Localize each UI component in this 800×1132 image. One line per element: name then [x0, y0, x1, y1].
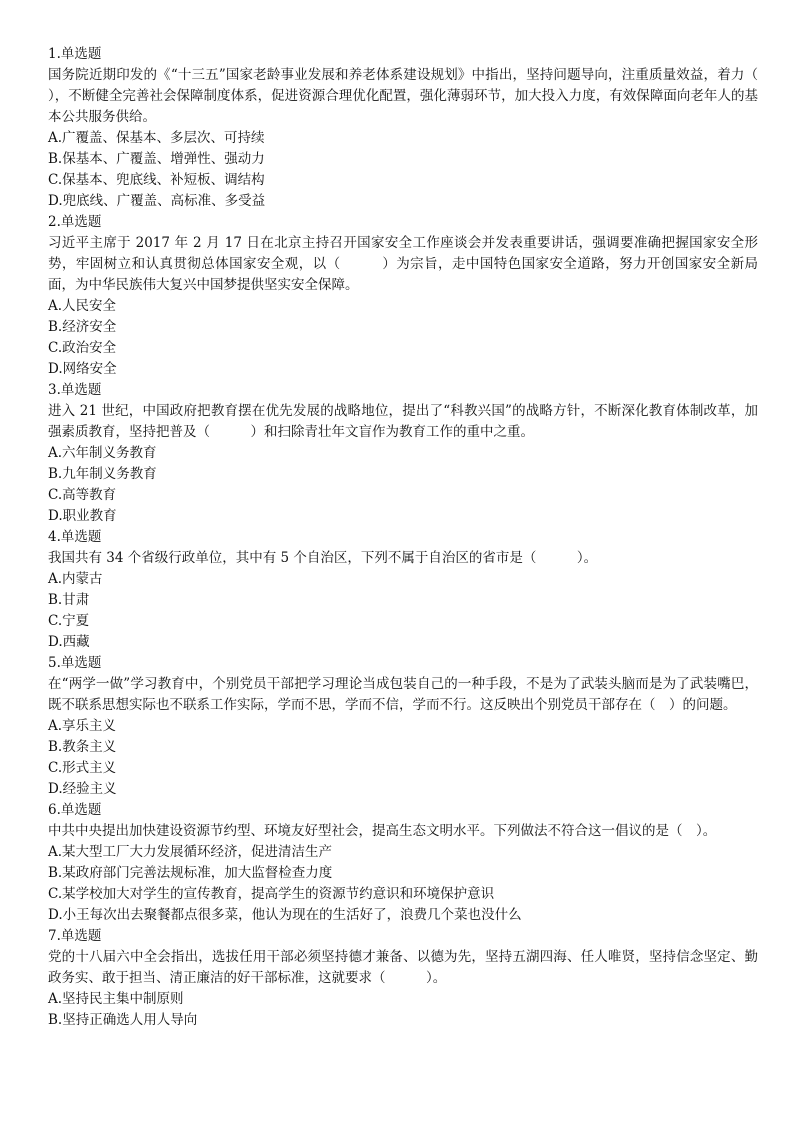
option-c: C.形式主义 — [48, 760, 117, 776]
question-header: 6.单选题 — [48, 802, 102, 818]
option-c: C.高等教育 — [48, 487, 117, 503]
question-stem: 在“两学一做”学习教育中，个别党员干部把学习理论当成包装自己的一种手段，不是为了武装头脑而是为了武装嘴巴，既不联系思想实际也不联系工作实际，学而不思，学而不信，学而不行。这反映出个别党员干部存在（ ）的问题。 — [48, 676, 758, 713]
option-a: A.人民安全 — [48, 298, 117, 314]
question-stem: 党的十八届六中全会指出，选拔任用干部必须坚持德才兼备、以德为先，坚持五湖四海、任人唯贤，坚持信念坚定、勤政务实、敢于担当、清正廉洁的好干部标准，这就要求（ ）。 — [48, 949, 758, 986]
question-1 — [48, 44, 799, 212]
option-b: B.教条主义 — [48, 739, 117, 755]
question-2 — [48, 212, 758, 380]
option-c: C.保基本、兜底线、补短板、调结构 — [48, 172, 265, 188]
option-c: C.宁夏 — [48, 613, 90, 629]
option-a: A.广覆盖、保基本、多层次、可持续 — [48, 130, 265, 146]
question-header: 4.单选题 — [48, 529, 102, 545]
option-b: B.保基本、广覆盖、增弹性、强动力 — [48, 151, 265, 167]
question-7 — [48, 926, 758, 1031]
question-header: 5.单选题 — [48, 655, 102, 671]
option-c: C.某学校加大对学生的宣传教育，提高学生的资源节约意识和环境保护意识 — [48, 886, 495, 902]
question-header: 3.单选题 — [48, 382, 102, 398]
option-a: A.坚持民主集中制原则 — [48, 991, 184, 1007]
question-header: 1.单选题 — [48, 46, 102, 62]
question-4 — [48, 527, 758, 653]
question-stem: 中共中央提出加快建设资源节约型、环境友好型社会，提高生态文明水平。下列做法不符合这一倡议的是（ ）。 — [48, 823, 717, 839]
option-a: A.六年制义务教育 — [48, 445, 157, 461]
question-6 — [48, 800, 758, 926]
option-b: B.九年制义务教育 — [48, 466, 157, 482]
option-c: C.政治安全 — [48, 340, 117, 356]
option-a: A.享乐主义 — [48, 718, 117, 734]
question-5 — [48, 653, 758, 800]
option-b: B.经济安全 — [48, 319, 117, 335]
question-stem: 进入 21 世纪，中国政府把教育摆在优先发展的战略地位，提出了“科教兴国”的战略方针，不断深化教育体制改革，加强素质教育，坚持把普及（ ）和扫除青壮年文盲作为教育工作的重中之重。 — [48, 403, 758, 440]
option-b: B.坚持正确选人用人导向 — [48, 1012, 198, 1028]
option-d: D.职业教育 — [48, 508, 117, 524]
option-a: A.某大型工厂大力发展循环经济，促进清洁生产 — [48, 844, 333, 860]
option-d: D.小王每次出去聚餐都点很多菜，他认为现在的生活好了，浪费几个菜也没什么 — [48, 907, 522, 923]
question-3 — [48, 380, 758, 527]
option-d: D.兜底线、广覆盖、高标准、多受益 — [48, 193, 266, 209]
option-a: A.内蒙古 — [48, 571, 103, 587]
question-stem: 我国共有 34 个省级行政单位，其中有 5 个自治区，下列不属于自治区的省市是（ ）。 — [48, 550, 598, 566]
option-d: D.经验主义 — [48, 781, 117, 797]
question-header: 2.单选题 — [48, 214, 102, 230]
question-stem: 国务院近期印发的《“十三五”国家老龄事业发展和养老体系建设规划》中指出，坚持问题导向，注重质量效益，着力（ ），不断健全完善社会保障制度体系，促进资源合理优化配置，强化薄弱环节，加大投入力度，有效保障面向老年人的基本公共服务供给。 — [48, 67, 799, 125]
question-header: 7.单选题 — [48, 928, 102, 944]
option-b: B.某政府部门完善法规标准，加大监督检查力度 — [48, 865, 333, 881]
option-d: D.网络安全 — [48, 361, 117, 377]
question-stem: 习近平主席于 2017 年 2 月 17 日在北京主持召开国家安全工作座谈会并发表重要讲话，强调要准确把握国家安全形势，牢固树立和认真贯彻总体国家安全观，以（ ）为宗旨，走中国特色国家安全道路，努力开创国家安全新局面，为中华民族伟大复兴中国梦提供坚实安全保障。 — [48, 235, 758, 293]
question-document — [48, 44, 799, 1031]
option-d: D.西藏 — [48, 634, 90, 650]
option-b: B.甘肃 — [48, 592, 90, 608]
